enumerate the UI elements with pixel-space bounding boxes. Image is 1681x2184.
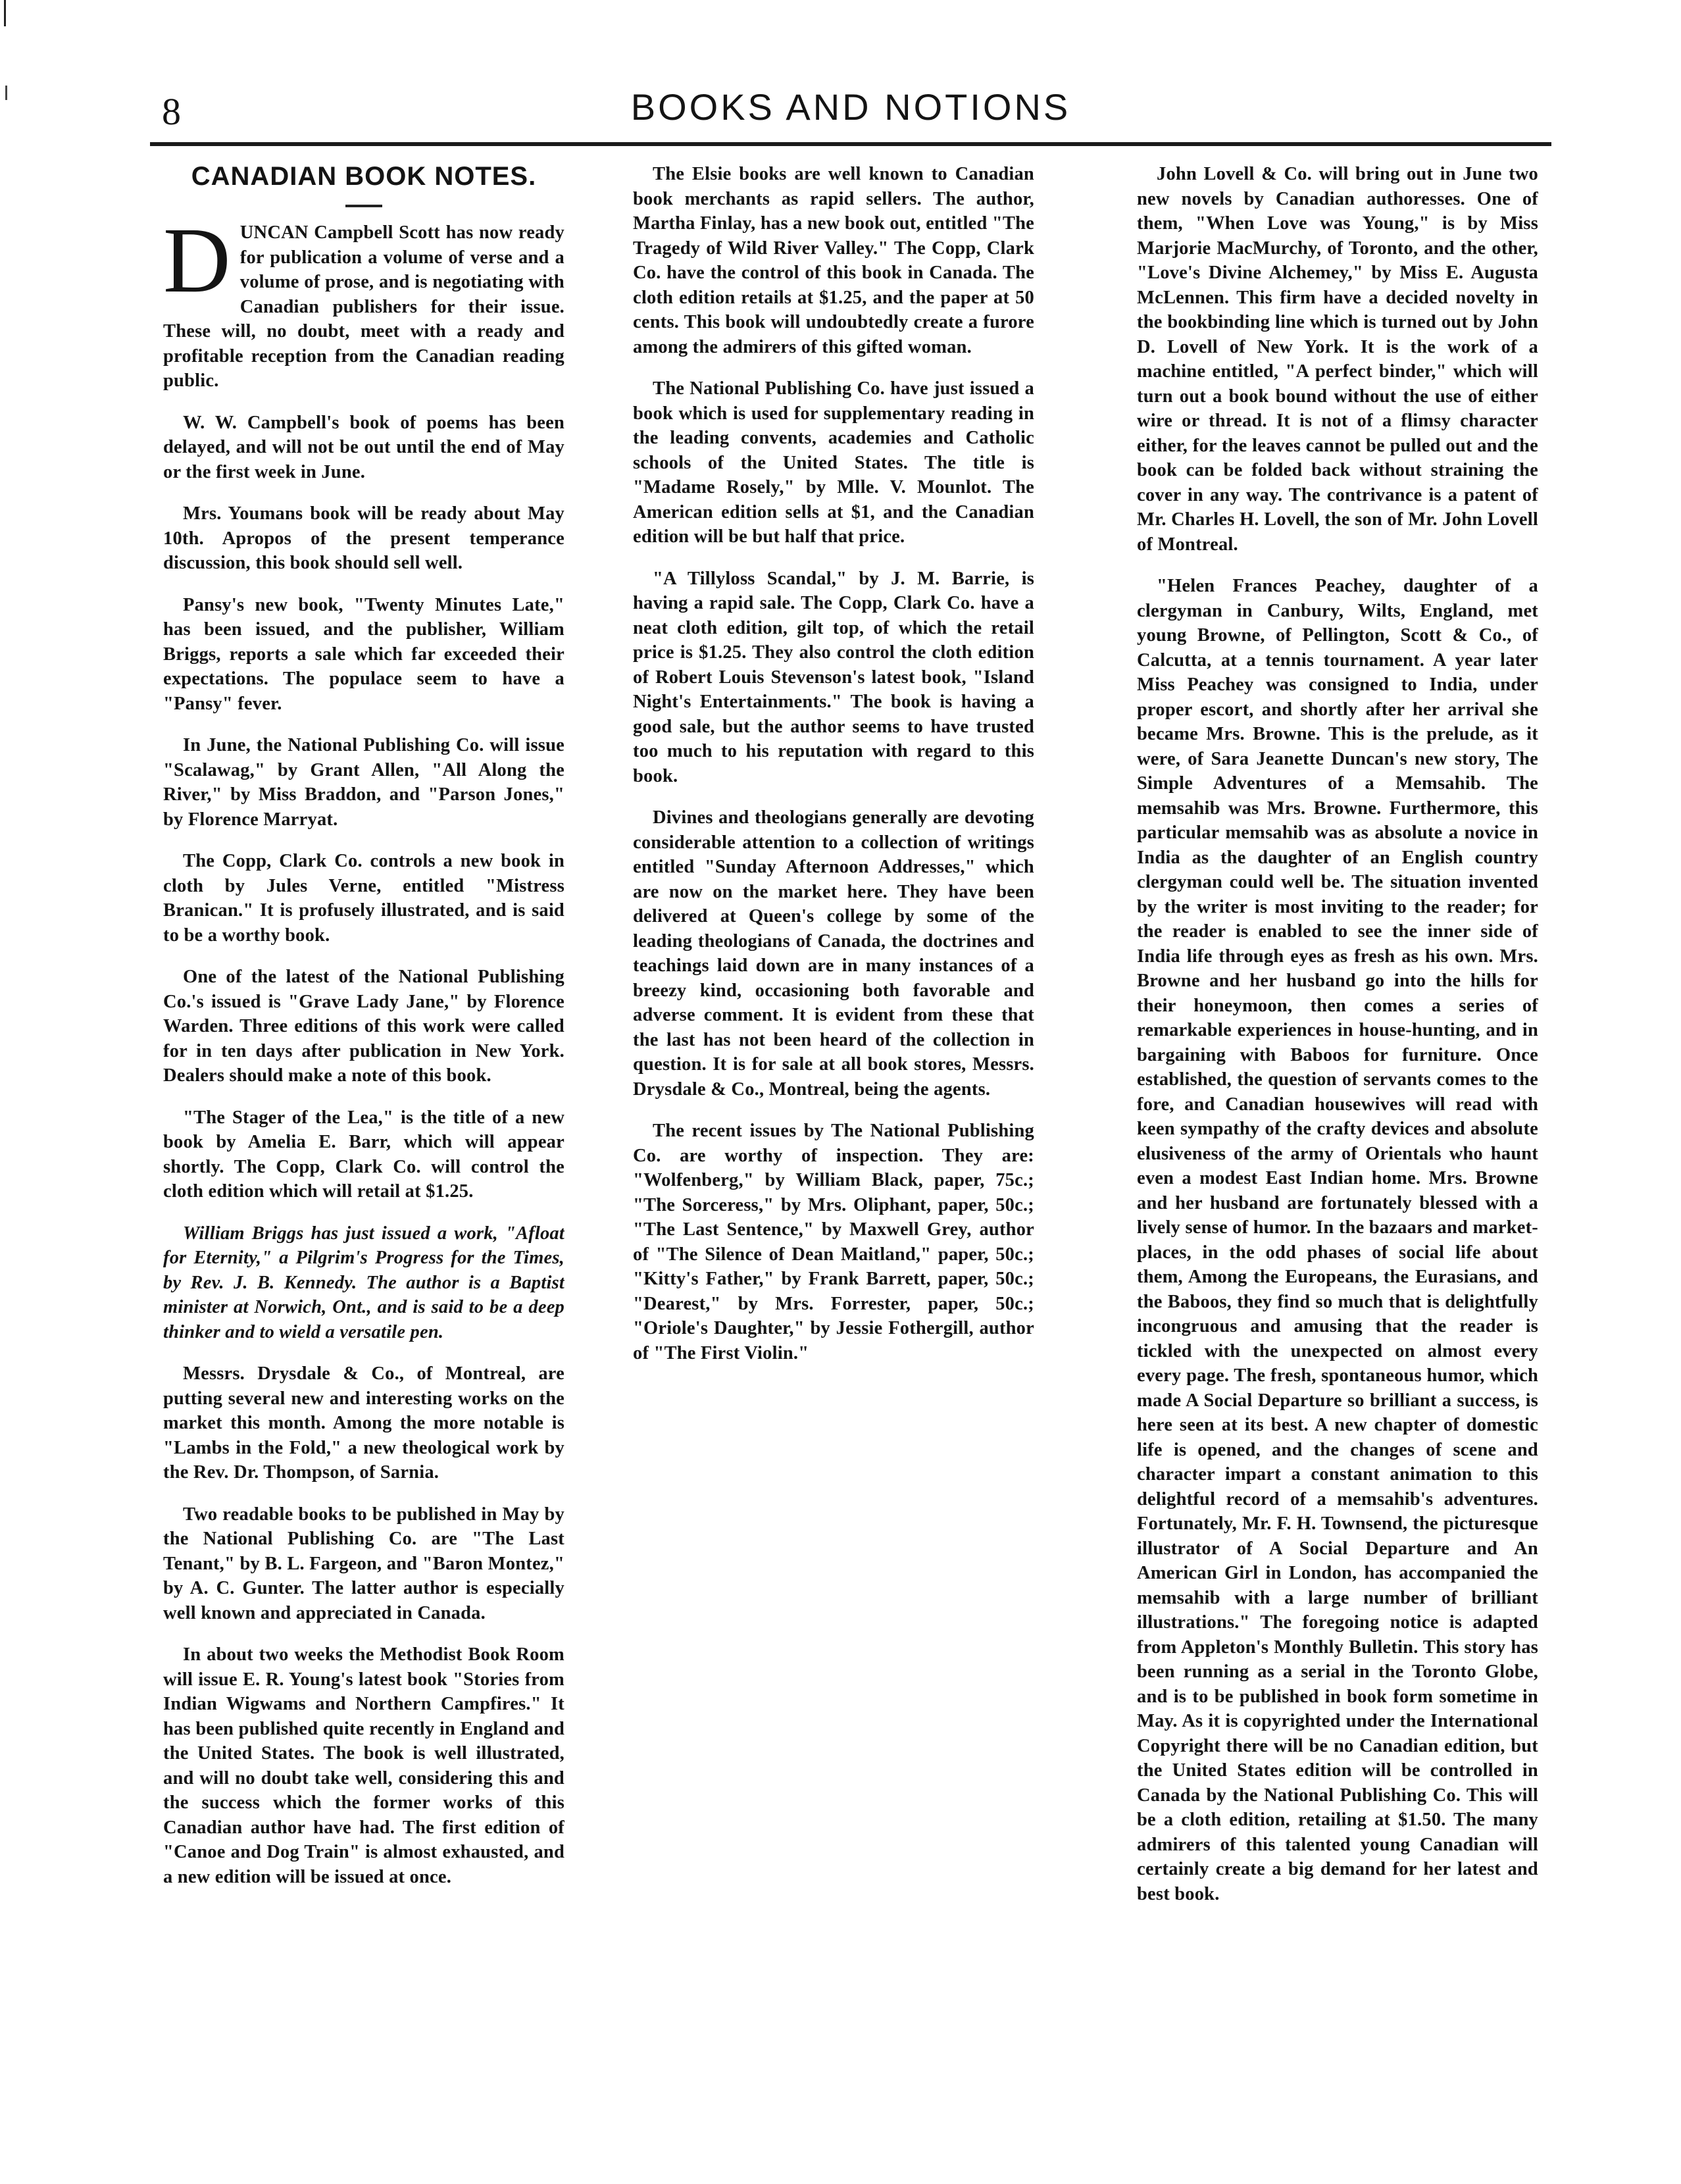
page-header (150, 78, 1551, 151)
text-column-1 (163, 162, 565, 2149)
page-number: 8 (162, 90, 181, 133)
paragraph: Pansy's new book, "Twenty Minutes Late," has been issued, and the publisher, William Briggs, reports a sale which far exceeded their expectations. The populace seem to have a "Pansy" fever. (163, 594, 565, 714)
paragraph: "Helen Frances Peachey, daughter of a clergyman in Canbury, Wilts, England, met young Browne, of Pellington, Scott & Co., of Calcutta, at a tennis tournament. A year later Miss Peachey was consigned to India, under proper escort, and shortly after her arrival she became Mrs. Browne. This is the prelude, as it were, of Sara Jeanette Duncan's new story, The Simple Adventures of a Memsahib. The memsahib was Mrs. Browne. Furthermore, this particular memsahib was as absolute a novice in India as the daughter of an English country clergyman could well be. The situation invented by the writer is most inviting to the reader; for the reader is enabled to see the inner side of India life through eyes as fresh as his own. Mrs. Browne and her husband go into the hills for their honeymoon, then comes a series of remarkable experiences in house-hunting, and in bargaining with Baboos for furniture. Once established, the question of servants comes to the fore, and Canadian housewives will read with keen sympathy of the crafty devices and absolute elusiveness of the army of Orientals who haunt even a modest East Indian home. Mrs. Browne and her husband are fortunately blessed with a lively sense of humor. In the bazaars and market-places, in the odd phases of social life about them, Among the Europeans, the Eurasians, and the Baboos, they find so much that is delightfully incongruous and amusing that the reader is tickled with the unexpected on almost every every page. The fresh, spontaneous humor, which made A Social Departure so brilliant a success, is here seen at its best. A new chapter of domestic life is opened, and the changes of scene and character impart a constant animation to this delightful record of a memsahib's adventures. Fortunately, Mr. F. H. Townsend, the picturesque illustrator of A Social Departure and An American Girl in London, has accompanied the memsahib with a large number of brilliant illustrations." The foregoing notice is adapted from Appleton's Monthly Bulletin. This story has been running as a serial in the Toronto Globe, and is to be published in book form sometime in May. As it is copyrighted under the International Copyright there will be no Canadian edition, but the United States edition will be controlled in Canada by the National Publishing Co. This will be a cloth edition, retailing at $1.50. The many admirers of this talented young Canadian will certainly create a big demand for her latest and best book. (1137, 576, 1538, 1904)
paragraph: The Elsie books are well known to Canadian book merchants as rapid sellers. The author, Martha Finlay, has a new book out, entitled "The Tragedy of Wild River Valley." The Copp, Clark Co. have the control of this book in Canada. The cloth edition retails at $1.25, and the paper at 50 cents. This book will undoubtedly create a furore among the admirers of this gifted woman. (633, 164, 1034, 357)
paragraph: William Briggs has just issued a work, "Afloat for Eternity," a Pilgrim's Progress for the Times, by Rev. J. B. Kennedy. The author is a Baptist minister at Norwich, Ont., and is said to be a deep thinker and to wield a versatile pen. (163, 1223, 565, 1342)
running-title: BOOKS AND NOTIONS (630, 86, 1071, 128)
title-rule (345, 205, 382, 207)
paragraph: The Copp, Clark Co. controls a new book in cloth by Jules Verne, entitled "Mistress Branican." It is profusely illustrated, and is said to be a worthy book. (163, 851, 565, 946)
scan-edge-mark (4, 0, 6, 26)
header-rule (150, 142, 1551, 146)
paragraph-text: UNCAN Campbell Scott has now ready for publication a volume of verse and a volume of prose, and is negotiating with Canadian publishers for their issue. These will, no doubt, meet with a ready and profitable reception from the Canadian reading public. (163, 222, 565, 391)
paragraph: Two readable books to be published in May by the National Publishing Co. are "The Last Tenant," by B. L. Fargeon, and "Baron Montez," by A. C. Gunter. The latter author is especially well known and appreciated in Canada. (163, 1504, 565, 1623)
paragraph: "A Tillyloss Scandal," by J. M. Barrie, is having a rapid sale. The Copp, Clark Co. have a neat cloth edition, gilt top, of which the retail price is $1.25. They also control the cloth edition of Robert Louis Stevenson's latest book, "Island Night's Entertainments." The book is having a good sale, but the author seems to have trusted too much to his reputation with regard to this book. (633, 568, 1034, 786)
paragraph: Divines and theologians generally are devoting considerable attention to a collection of writings entitled "Sunday Afternoon Addresses," which are now on the market here. They have been delivered at Queen's college by some of the leading theologians of Canada, the doctrines and teachings laid down are in many instances of a breezy kind, occasioning both favorable and adverse comment. It is evident from these that the last has not been heard of the collection in question. It is for sale at all book stores, Messrs. Drysdale & Co., Montreal, being the agents. (633, 807, 1034, 1100)
paragraph: In June, the National Publishing Co. will issue "Scalawag," by Grant Allen, "All Along the River," by Miss Braddon, and "Parson Jones," by Florence Marryat. (163, 735, 565, 830)
paragraph: Messrs. Drysdale & Co., of Montreal, are putting several new and interesting works on the market this month. Among the more notable is "Lambs in the Fold," a new theological work by the Rev. Dr. Thompson, of Sarnia. (163, 1363, 565, 1483)
paragraph: "The Stager of the Lea," is the title of a new book by Amelia E. Barr, which will appear shortly. The Copp, Clark Co. will control the cloth edition which will retail at $1.25. (163, 1107, 565, 1202)
paragraph: One of the latest of the National Publishing Co.'s issued is "Grave Lady Jane," by Florence Warden. Three editions of this work were called for in ten days after publication in New York. Dealers should make a note of this book. (163, 967, 565, 1086)
paragraph: John Lovell & Co. will bring out in June two new novels by Canadian authoresses. One of them, "When Love was Young," is by Miss Marjorie MacMurchy, of Toronto, and the other, "Love's Divine Alchemey," by Miss E. Augusta McLennen. This firm have a decided novelty in the bookbinding line which is turned out by John D. Lovell of New York. It is the work of a machine entitled, "A perfect binder," which will turn out a book bound without the use of either wire or thread. It is not of a flimsy character either, for the leaves cannot be pulled out and the book can be folded back without straining the cover in any way. The contrivance is a patent of Mr. Charles H. Lovell, the son of Mr. John Lovell of Montreal. (1137, 164, 1538, 555)
article-title: CANADIAN BOOK NOTES. (191, 162, 537, 191)
text-column-3 (1137, 162, 1538, 2149)
paragraph: W. W. Campbell's book of poems has been delayed, and will not be out until the end of May or the first week in June. (163, 412, 565, 482)
paragraph: In about two weeks the Methodist Book Room will issue E. R. Young's latest book "Stories from Indian Wigwams and Northern Campfires." It has been published quite recently in England and the United States. The book is well illustrated, and will no doubt take well, considering this and the success which the former works of this Canadian author have had. The first edition of "Canoe and Dog Train" is almost exhausted, and a new edition will be issued at once. (163, 1644, 565, 1887)
paragraph: The recent issues by The National Publishing Co. are worthy of inspection. They are: "Wolfenberg," by William Black, paper, 75c.; "The Sorceress," by Mrs. Oliphant, paper, 50c.; "The Last Sentence," by Maxwell Grey, author of "The Silence of Dean Maitland," paper, 50c.; "Kitty's Father," by Frank Barrett, paper, 50c.; "Dearest," by Mrs. Forrester, paper, 50c.; "Oriole's Daughter," by Jessie Fothergill, author of "The First Violin." (633, 1121, 1034, 1363)
paragraph: The National Publishing Co. have just issued a book which is used for supplementary reading in the leading convents, academies and Catholic schools of the United States. The title is "Madame Rosely," by Mlle. V. Mounlot. The American edition sells at $1, and the Canadian edition will be but half that price. (633, 378, 1034, 547)
drop-cap: D (163, 208, 231, 312)
text-column-2 (633, 162, 1034, 2149)
scan-edge-mark-small (5, 86, 7, 100)
paragraph: Mrs. Youmans book will be ready about May 10th. Apropos of the present temperance discussion, this book should sell well. (163, 503, 565, 573)
paragraph (163, 208, 565, 394)
